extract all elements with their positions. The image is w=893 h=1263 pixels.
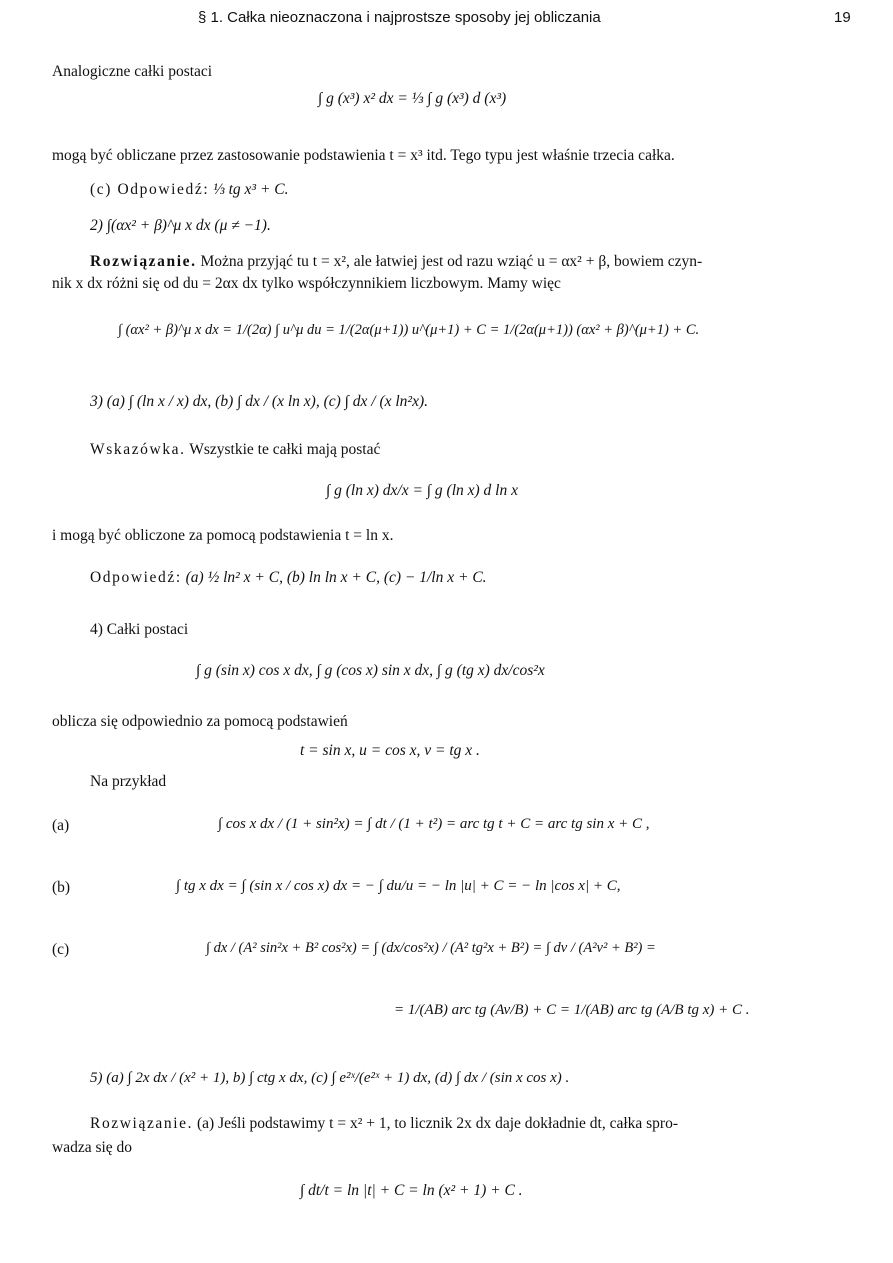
hint-text: Wszystkie te całki mają postać bbox=[189, 441, 381, 458]
example-label-c: (c) bbox=[52, 941, 70, 958]
equation-power-integral: ∫ (αx² + β)^μ x dx = 1/(2α) ∫ u^μ du = 1/(2α(μ+1)) u^(μ+1) + C = 1/(2α(μ+1)) (αx² + β)^(μ+1) + C. bbox=[118, 322, 700, 338]
answer-value: (a) ½ ln² x + C, (b) ln ln x + C, (c) − 1/ln x + C. bbox=[185, 569, 487, 586]
problem-2: 2) ∫(αx² + β)^μ x dx (μ ≠ −1). bbox=[90, 217, 271, 234]
solution-text: (a) Jeśli podstawimy t = x² + 1, to licznik 2x dx daje dokładnie dt, całka spro- bbox=[197, 1115, 678, 1132]
answer-3 bbox=[90, 568, 487, 588]
equation-log-result: ∫ dt/t = ln |t| + C = ln (x² + 1) + C . bbox=[300, 1182, 523, 1199]
page-number: 19 bbox=[834, 9, 851, 26]
example-label-a: (a) bbox=[52, 817, 70, 834]
equation-trig-forms: ∫ g (sin x) cos x dx, ∫ g (cos x) sin x dx, ∫ g (tg x) dx/cos²x bbox=[196, 662, 545, 679]
hint bbox=[90, 440, 380, 460]
example-c-equation-line-1: ∫ dx / (A² sin²x + B² cos²x) = ∫ (dx/cos²x) / (A² tg²x + B²) = ∫ dv / (A²v² + B²) = bbox=[206, 940, 656, 956]
solution-label: Rozwiązanie. bbox=[90, 1115, 194, 1132]
example-b-equation: ∫ tg x dx = ∫ (sin x / cos x) dx = − ∫ du/u = − ln |u| + C = − ln |cos x| + C, bbox=[176, 878, 621, 894]
hint-label: Wskazówka. bbox=[90, 441, 186, 458]
paragraph: oblicza się odpowiednio za pomocą podstawień bbox=[52, 713, 348, 730]
solution-label: Rozwiązanie. bbox=[90, 253, 197, 270]
paragraph: Na przykład bbox=[90, 773, 167, 790]
solution-5-line-1 bbox=[90, 1114, 678, 1134]
problem-5: 5) (a) ∫ 2x dx / (x² + 1), b) ∫ ctg x dx, (c) ∫ e²ˣ/(e²ˣ + 1) dx, (d) ∫ dx / (sin x cos x) . bbox=[90, 1070, 570, 1086]
running-title: § 1. Całka nieoznaczona i najprostsze sposoby jej obliczania bbox=[198, 9, 601, 26]
equation-log-form: ∫ g (ln x) dx/x = ∫ g (ln x) d ln x bbox=[326, 482, 518, 499]
solution-2-line-2: nik x dx różni się od du = 2αx dx tylko współczynnikiem liczbowym. Mamy więc bbox=[52, 275, 561, 292]
answer-c bbox=[90, 180, 289, 200]
equation-substitutions: t = sin x, u = cos x, v = tg x . bbox=[300, 742, 480, 759]
equation-substitution-cube: ∫ g (x³) x² dx = ⅓ ∫ g (x³) d (x³) bbox=[318, 90, 507, 107]
example-label-b: (b) bbox=[52, 879, 71, 896]
solution-text: Można przyjąć tu t = x², ale łatwiej jest od razu wziąć u = αx² + β, bowiem czyn- bbox=[200, 253, 703, 270]
paragraph: Analogiczne całki postaci bbox=[52, 63, 213, 80]
paragraph: i mogą być obliczone za pomocą podstawienia t = ln x. bbox=[52, 527, 394, 544]
answer-label: (c) Odpowiedź: bbox=[90, 181, 210, 198]
answer-label: Odpowiedź: bbox=[90, 569, 182, 586]
example-c-equation-line-2: = 1/(AB) arc tg (Av/B) + C = 1/(AB) arc tg (A/B tg x) + C . bbox=[394, 1002, 750, 1018]
problem-4: 4) Całki postaci bbox=[90, 621, 189, 638]
example-a-equation: ∫ cos x dx / (1 + sin²x) = ∫ dt / (1 + t²) = arc tg t + C = arc tg sin x + C , bbox=[218, 816, 650, 832]
solution-2-line-1 bbox=[90, 252, 702, 272]
paragraph: mogą być obliczane przez zastosowanie podstawienia t = x³ itd. Tego typu jest właśnie trzecia całka. bbox=[52, 147, 675, 164]
solution-5-line-2: wadza się do bbox=[52, 1139, 133, 1156]
answer-value: ⅓ tg x³ + C. bbox=[213, 181, 289, 198]
problem-3: 3) (a) ∫ (ln x / x) dx, (b) ∫ dx / (x ln x), (c) ∫ dx / (x ln²x). bbox=[90, 393, 428, 410]
